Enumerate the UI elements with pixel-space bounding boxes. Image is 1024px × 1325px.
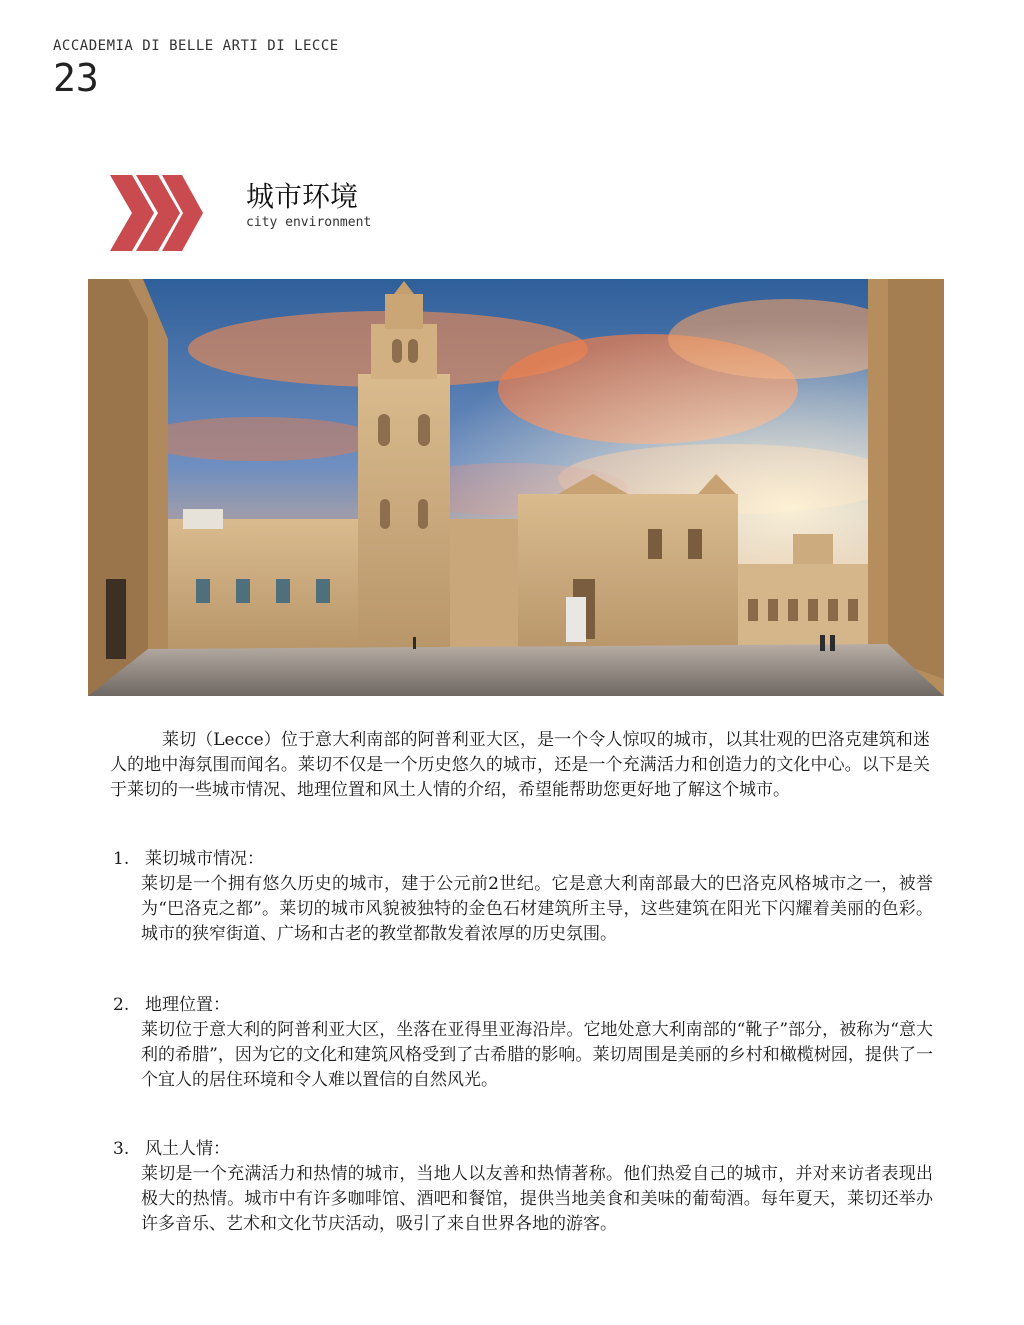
list-item-body: 莱切是一个拥有悠久历史的城市，建于公元前2世纪。它是意大利南部最大的巴洛克风格城市之一，被誉为“巴洛克之都”。莱切的城市风貌被独特的金色石材建筑所主导，这些建筑在阳光下闪耀着美丽的色彩。城市的狭窄街道、广场和古老的教堂都散发着浓厚的历史氛围。 [141,874,933,944]
chevron-arrows-icon [110,172,205,254]
list-item-number: 3. [113,1139,130,1159]
list-item-heading: 地理位置： [145,995,230,1015]
list-item-heading: 莱切城市情况： [145,849,264,869]
list-item-heading: 风土人情： [145,1139,230,1159]
list-item-body: 莱切是一个充满活力和热情的城市，当地人以友善和热情著称。他们热爱自己的城市，并对来访者表现出极大的热情。城市中有许多咖啡馆、酒吧和餐馆，提供当地美食和美味的葡萄酒。每年夏天，莱切还举办许多音乐、艺术和文化节庆活动，吸引了来自世界各地的游客。 [141,1164,933,1234]
hero-photo [88,279,944,696]
list-item-number: 2. [113,995,130,1015]
intro-paragraph: 莱切（Lecce）位于意大利南部的阿普利亚大区，是一个令人惊叹的城市，以其壮观的巴洛克建筑和迷人的地中海氛围而闻名。莱切不仅是一个历史悠久的城市，还是一个充满活力和创造力的文化中心。以下是关于莱切的一些城市情况、地理位置和风土人情的介绍，希望能帮助您更好地了解这个城市。 [110,730,930,800]
list-item-customs [113,1137,933,1237]
list-item-city [113,847,933,947]
list-item-number: 1. [113,849,130,869]
list-item-geography [113,993,933,1093]
page-number: 23 [53,56,99,100]
section-subtitle: city environment [246,215,372,230]
section-title: 城市环境 [246,180,359,213]
list-item-body: 莱切位于意大利的阿普利亚大区，坐落在亚得里亚海沿岸。它地处意大利南部的“靴子”部分，被称为“意大利的希腊”，因为它的文化和建筑风格受到了古希腊的影响。莱切周围是美丽的乡村和橄榄树园，提供了一个宜人的居住环境和令人难以置信的自然风光。 [141,1020,933,1090]
organization-name: ACCADEMIA DI BELLE ARTI DI LECCE [53,38,339,54]
